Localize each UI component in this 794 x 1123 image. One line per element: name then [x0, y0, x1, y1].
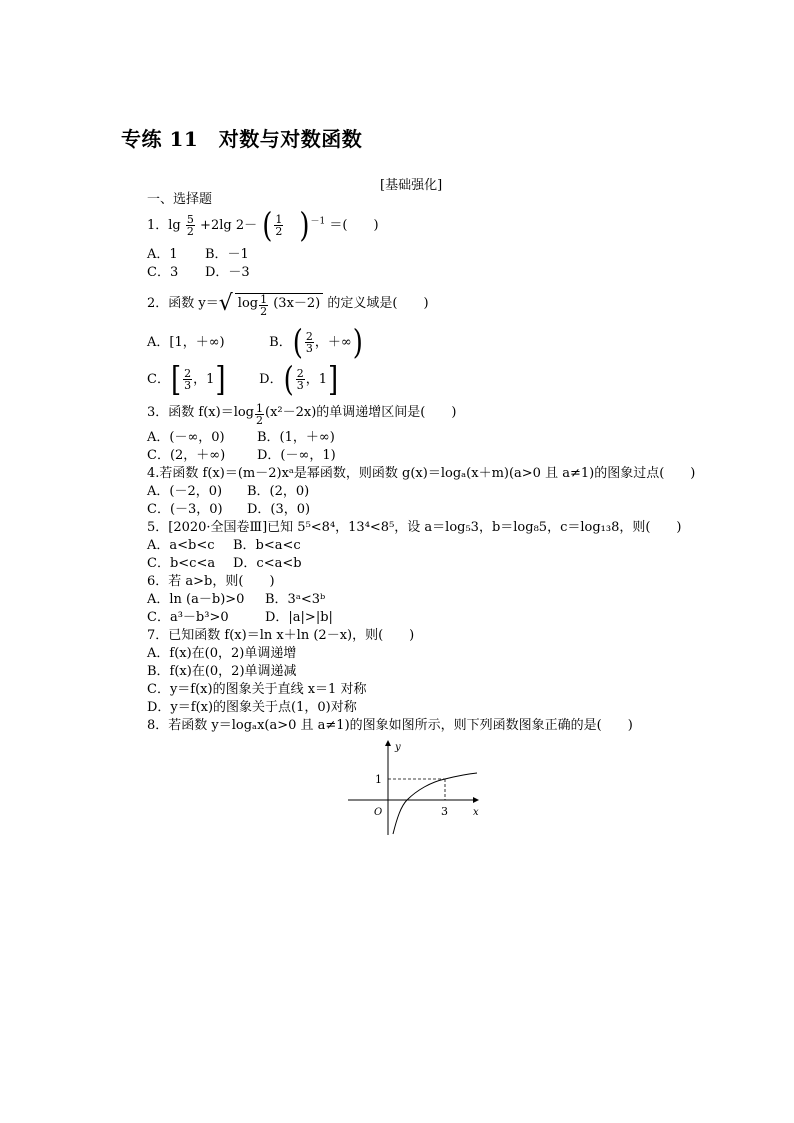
q2-option-b-label: B．	[269, 335, 292, 350]
section-label: [基础强化]	[380, 178, 443, 193]
q6-option-c[interactable]: C．a³－b³>0	[147, 610, 229, 625]
q5-option-b[interactable]: B．b<a<c	[233, 538, 301, 553]
q1-options-row2	[147, 265, 250, 281]
log-graph-figure	[345, 738, 485, 842]
q6-option-d[interactable]: D．|a|>|b|	[265, 610, 333, 625]
q2-log-base	[259, 294, 268, 317]
q2-option-d-label: D．	[259, 372, 283, 387]
x-axis-label: x	[473, 807, 479, 818]
q3-option-b[interactable]: B．(1，＋∞)	[257, 430, 335, 445]
question-1	[147, 206, 379, 245]
q2-option-d[interactable]	[259, 360, 339, 399]
q1-option-d[interactable]: D．－3	[205, 265, 250, 280]
sqrt-icon: √	[218, 290, 233, 316]
q2-b-right-paren: )	[352, 323, 363, 362]
q6-options-row1	[147, 592, 325, 608]
q1-mid: +2lg 2－	[200, 218, 258, 233]
q2-options-row1	[147, 323, 364, 362]
q2-b-frac	[305, 331, 314, 354]
q2-d-num: 2	[296, 367, 304, 380]
q1-fraction-2	[274, 214, 283, 237]
q2-c-tail: ，1	[193, 372, 215, 387]
q3-tail: (x²－2x)的单调递增区间是( )	[265, 405, 457, 420]
q5-options-row1	[147, 538, 301, 554]
q2-radicand: log $\frac{1}{2}$ (3x－2)	[235, 293, 323, 317]
q1-frac2-num: 1	[275, 213, 283, 226]
part-heading: 一、选择题	[147, 192, 213, 207]
q1-left-paren: (	[262, 206, 273, 245]
q7-option-c[interactable]: C．y＝f(x)的图象关于直线 x＝1 对称	[147, 682, 367, 697]
q6-option-a[interactable]: A．ln (a－b)>0	[147, 592, 245, 607]
q2-tail: 的定义域是( )	[327, 296, 429, 311]
q2-c-frac	[183, 368, 192, 391]
y-tick-label: 1	[375, 773, 382, 786]
x-tick-label: 3	[441, 805, 448, 818]
q3-log-base	[255, 403, 264, 426]
q3-option-c[interactable]: C．(2，＋∞)	[147, 448, 226, 463]
q2-c-num: 2	[184, 367, 192, 380]
q3-base-den: 2	[256, 414, 263, 427]
q1-frac-num: 5	[186, 213, 194, 226]
q7-option-b[interactable]: B．f(x)在(0，2)单调递减	[147, 664, 297, 679]
q2-d-right-bracket: ]	[328, 360, 339, 399]
q2-option-a[interactable]: A．[1，＋∞)	[147, 335, 225, 350]
question-7: 7．已知函数 f(x)＝ln x＋ln (2－x)，则( )	[147, 628, 415, 643]
log-curve	[393, 773, 477, 834]
q2-d-den: 3	[296, 379, 304, 392]
question-2	[147, 290, 429, 318]
q3-options-row1	[147, 430, 335, 446]
q1-frac-den: 2	[186, 225, 194, 238]
q1-tail: ＝( )	[329, 218, 379, 233]
q3-options-row2	[147, 448, 336, 464]
q3-option-a[interactable]: A．(－∞，0)	[147, 430, 225, 445]
q2-d-tail: ，1	[305, 372, 328, 387]
q2-b-tail: ，＋∞	[314, 335, 352, 350]
q1-right-paren: )	[299, 206, 310, 245]
q7-option-d[interactable]: D．y＝f(x)的图象关于点(1，0)对称	[147, 700, 357, 715]
question-8: 8．若函数 y＝logₐx(a>0 且 a≠1)的图象如图所示，则下列函数图象正确的是( )	[147, 718, 633, 733]
q4-option-b[interactable]: B．(2，0)	[247, 484, 310, 499]
log-graph-svg	[345, 738, 485, 838]
q2-option-b[interactable]	[269, 323, 364, 362]
q2-b-num: 2	[305, 330, 313, 343]
q7-option-a[interactable]: A．f(x)在(0，2)单调递增	[147, 646, 297, 661]
q2-c-left-bracket: [	[170, 360, 182, 399]
q2-b-left-paren: (	[292, 323, 303, 362]
question-6: 6．若 a>b，则( )	[147, 574, 275, 589]
q1-frac2-den: 2	[275, 225, 283, 238]
q1-options-row1	[147, 247, 249, 263]
q5-option-d[interactable]: D．c<a<b	[233, 556, 302, 571]
q2-log-base-den: 2	[260, 305, 268, 318]
q2-prefix: 2．函数 y＝	[147, 296, 219, 311]
q5-option-c[interactable]: C．b<c<a	[147, 556, 216, 571]
q4-option-c[interactable]: C．(－3，0)	[147, 502, 223, 517]
q4-options-row1	[147, 484, 309, 500]
q2-log-base-num: 1	[260, 293, 268, 306]
q4-option-d[interactable]: D．(3，0)	[247, 502, 311, 517]
q2-log-arg: (3x－2)	[273, 296, 321, 311]
q1-exponent: －1	[310, 216, 326, 227]
y-axis-arrow-icon	[385, 740, 391, 746]
q5-options-row2	[147, 556, 302, 572]
page-title: 专练 11 对数与对数函数	[121, 127, 363, 151]
q2-b-den: 3	[305, 342, 313, 355]
q3-option-d[interactable]: D．(－∞，1)	[257, 448, 336, 463]
question-3	[147, 403, 456, 426]
origin-label: O	[374, 807, 383, 818]
y-axis-label: y	[395, 742, 401, 753]
q2-c-right-bracket: ]	[215, 360, 226, 399]
q1-option-c[interactable]: C．3	[147, 265, 179, 280]
q5-option-a[interactable]: A．a<b<c	[147, 538, 215, 553]
q6-options-row2	[147, 610, 333, 626]
q2-c-den: 3	[184, 379, 192, 392]
q1-option-b[interactable]: B．－1	[205, 247, 249, 262]
q2-option-c-label: C．	[147, 372, 170, 387]
q6-option-b[interactable]: B．3ᵃ<3ᵇ	[265, 592, 326, 607]
q2-option-c[interactable]	[147, 360, 255, 399]
q3-base-num: 1	[256, 402, 263, 415]
q2-d-left-paren: (	[283, 360, 294, 399]
q1-fraction	[186, 214, 195, 237]
question-4: 4.若函数 f(x)＝(m－2)xᵃ是幂函数，则函数 g(x)＝logₐ(x＋m)(a>0 且 a≠1)的图象过点( )	[147, 466, 696, 481]
q4-option-a[interactable]: A．(－2，0)	[147, 484, 223, 499]
x-axis-arrow-icon	[473, 797, 479, 803]
q2-d-frac	[296, 368, 305, 391]
q4-options-row2	[147, 502, 310, 518]
q1-prefix: 1．lg	[147, 218, 181, 233]
q3-prefix: 3．函数 f(x)＝log	[147, 405, 254, 420]
q1-option-a[interactable]: A．1	[147, 247, 178, 262]
q2-options-row2	[147, 360, 339, 399]
question-5: 5．[2020·全国卷Ⅲ]已知 5⁵<8⁴，13⁴<8⁵，设 a＝log₅3，b＝log₈5，c＝log₁₃8，则( )	[147, 520, 682, 535]
